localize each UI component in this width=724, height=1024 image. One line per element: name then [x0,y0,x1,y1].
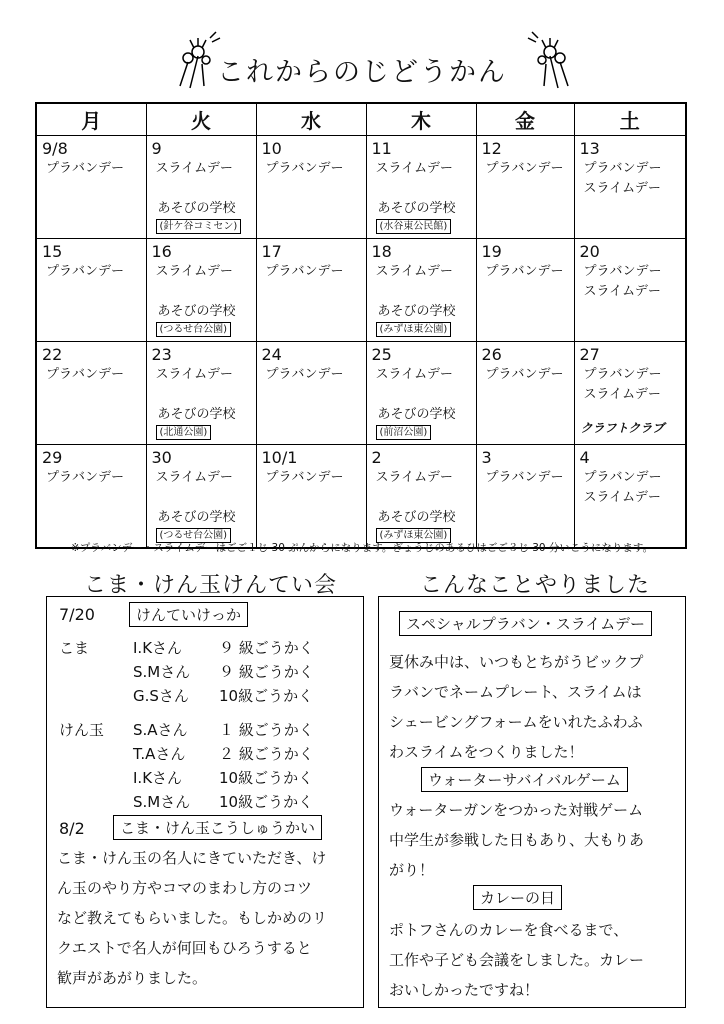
day-event: プラバンデー [485,367,564,382]
calendar-day-cell [476,136,574,239]
schedule-note: ※プラバンデー・スライムデーはごご１じ 30 ぷんからになります。ぎょうじのあるひはごご３じ 30 分いこうになります。 [70,542,654,554]
result-group: けん玉 [59,721,105,739]
day-date: 18 [371,242,392,261]
calendar-day-cell [366,239,476,342]
paragraph-line: クエストで名人が何回もひろうすると [57,939,312,957]
weekday-header: 金 [476,103,574,136]
day-event: スライムデー [375,367,453,382]
day-event: プラバンデー [583,161,662,176]
calendar-day-cell [36,445,146,549]
day-date: 26 [481,345,502,364]
play-school [156,406,236,440]
kendama-test-box [46,596,364,1008]
day-date: 29 [42,448,63,467]
day-event: プラバンデー [265,470,344,485]
day-date: 30 [151,448,172,467]
day-date: 9 [151,139,162,158]
day-event: プラバンデー [485,264,564,279]
result-grade: 10級ごうかく [219,687,314,705]
event-date: 7/20 [59,605,95,624]
calendar-day-cell [476,445,574,549]
play-school-label: あそびの学校 [157,201,236,216]
calendar-day-cell [146,445,256,549]
play-school-place: (つるせ台公園) [156,528,232,543]
day-event: プラバンデー [265,264,344,279]
day-date: 9/8 [42,139,68,158]
play-school-place: (前沼公園) [376,425,432,440]
result-name: S.Mさん [133,793,191,811]
paragraph-line: わスライムをつくりました！ [389,743,584,761]
day-date: 10/1 [261,448,298,467]
result-grade: 10級ごうかく [219,769,314,787]
day-event: プラバンデー [583,470,662,485]
water-game-tag: ウォーターサバイバルゲーム [421,767,628,792]
day-event: スライムデー [375,161,453,176]
event-date: 8/2 [59,819,85,838]
result-grade: 10級ごうかく [219,793,314,811]
day-event: スライムデー [155,264,233,279]
play-school-place: (水谷東公民館) [376,219,452,234]
day-event: プラバンデー [583,264,662,279]
day-date: 25 [371,345,392,364]
calendar-day-cell [574,239,686,342]
day-date: 2 [371,448,382,467]
paragraph-line: がり！ [389,861,435,879]
play-school-label: あそびの学校 [157,407,236,422]
paragraph-line: 中学生が参戦した日もあり、大もりあ [389,831,645,849]
calendar-day-cell [574,445,686,549]
day-event: スライムデー [155,161,233,176]
play-school [376,406,456,440]
day-event: プラバンデー [265,367,344,382]
play-school-place: (北通公園) [156,425,212,440]
result-name: I.Kさん [133,639,183,657]
day-date: 17 [261,242,282,261]
day-date: 24 [261,345,282,364]
play-school [376,200,456,234]
play-school-label: あそびの学校 [157,304,236,319]
day-event: プラバンデー [485,161,564,176]
day-event: スライムデー [583,490,661,505]
calendar-day-cell [36,239,146,342]
calendar-day-cell [256,136,366,239]
calendar-day-cell [256,342,366,445]
paragraph-line: ん玉のやり方やコマのまわし方のコツ [57,879,313,897]
calendar-day-cell [256,445,366,549]
calendar-day-cell [366,445,476,549]
page-title: これからのじどうかん [217,57,507,88]
calendar-week-row [36,342,686,445]
calendar-day-cell [366,342,476,445]
day-event: スライムデー [583,284,661,299]
result-name: S.Aさん [133,721,188,739]
day-date: 27 [579,345,600,364]
calendar-day-cell [476,239,574,342]
play-school [376,509,456,543]
play-school-place: (針ケ谷コミセン) [156,219,242,234]
day-event: プラバンデー [46,470,125,485]
calendar-week-row [36,239,686,342]
weekday-header: 月 [36,103,146,136]
calendar-day-cell [146,342,256,445]
play-school [156,200,242,234]
result-name: T.Aさん [133,745,186,763]
day-event: スライムデー [155,367,233,382]
craft-club-label: クラフトクラブ [580,421,665,435]
activities-box [378,596,686,1008]
play-school [376,303,456,337]
paragraph-line: 夏休み中は、いつもとちがうビックプ [389,653,644,671]
play-school-label: あそびの学校 [377,304,456,319]
weekday-header: 土 [574,103,686,136]
day-event: スライムデー [583,387,661,402]
paragraph-line: 歓声があがりました。 [57,969,208,987]
play-school-place: (みずほ東公園) [376,528,452,543]
day-date: 22 [42,345,63,364]
day-date: 15 [42,242,63,261]
calendar-day-cell [574,342,686,445]
day-date: 20 [579,242,600,261]
calendar-day-cell [36,342,146,445]
paragraph-line: 工作や子ども会議をしました。カレー [389,951,645,969]
day-date: 19 [481,242,502,261]
day-date: 4 [579,448,590,467]
event-calendar [35,102,687,549]
day-date: 3 [481,448,492,467]
weekday-header: 火 [146,103,256,136]
day-event: スライムデー [155,470,233,485]
paragraph-line: おいしかったですね！ [389,981,540,999]
day-event: プラバンデー [46,161,125,176]
paragraph-line: ウォーターガンをつかった対戦ゲーム [389,801,644,819]
lesson-tag: こま・けん玉こうしゅうかい [113,815,322,840]
calendar-day-cell [476,342,574,445]
day-date: 23 [151,345,172,364]
day-date: 11 [371,139,392,158]
day-event: プラバンデー [46,367,125,382]
paragraph-line: ラバンでネームプレート、スライムは [389,683,642,701]
play-school-label: あそびの学校 [377,201,456,216]
day-event: スライムデー [375,264,453,279]
play-school-place: (つるせ台公園) [156,322,232,337]
play-school-label: あそびの学校 [377,407,456,422]
day-event: スライムデー [583,181,661,196]
weekday-header: 水 [256,103,366,136]
day-date: 13 [579,139,600,158]
day-date: 12 [481,139,502,158]
result-name: S.Mさん [133,663,191,681]
result-grade: ９ 級ごうかく [219,663,314,681]
calendar-week-row [36,445,686,549]
play-school [156,303,236,337]
calendar-week-row [36,136,686,239]
weekday-header-row [36,103,686,136]
result-name: I.Kさん [133,769,183,787]
calendar-day-cell [36,136,146,239]
curry-day-tag: カレーの日 [473,885,562,910]
paragraph-line: ポトフさんのカレーを食べるまで、 [389,921,629,939]
play-school-label: あそびの学校 [377,510,456,525]
right-section-heading: こんなことやりました [420,573,651,598]
day-event: スライムデー [375,470,453,485]
day-date: 16 [151,242,172,261]
play-school-place: (みずほ東公園) [376,322,452,337]
weekday-header: 木 [366,103,476,136]
day-date: 10 [261,139,282,158]
results-tag: けんていけっか [129,602,248,627]
day-event: プラバンデー [265,161,344,176]
play-school [156,509,236,543]
day-event: プラバンデー [46,264,125,279]
result-grade: １ 級ごうかく [219,721,314,739]
special-day-tag: スペシャルプラバン・スライムデー [399,611,652,636]
left-section-heading: こま・けん玉けんてい会 [84,573,338,598]
result-group: こま [59,639,90,657]
calendar-day-cell [256,239,366,342]
calendar-day-cell [574,136,686,239]
calendar-day-cell [146,136,256,239]
result-name: G.Sさん [133,687,189,705]
result-grade: ２ 級ごうかく [219,745,314,763]
play-school-label: あそびの学校 [157,510,236,525]
result-grade: ９ 級ごうかく [219,639,314,657]
calendar-day-cell [366,136,476,239]
paragraph-line: など教えてもらいました。もしかめのリ [57,909,328,927]
day-event: プラバンデー [485,470,564,485]
calendar-day-cell [146,239,256,342]
paragraph-line: こま・けん玉の名人にきていただき、け [57,849,327,867]
paragraph-line: シェービングフォームをいれたふわふ [389,713,643,731]
day-event: プラバンデー [583,367,662,382]
